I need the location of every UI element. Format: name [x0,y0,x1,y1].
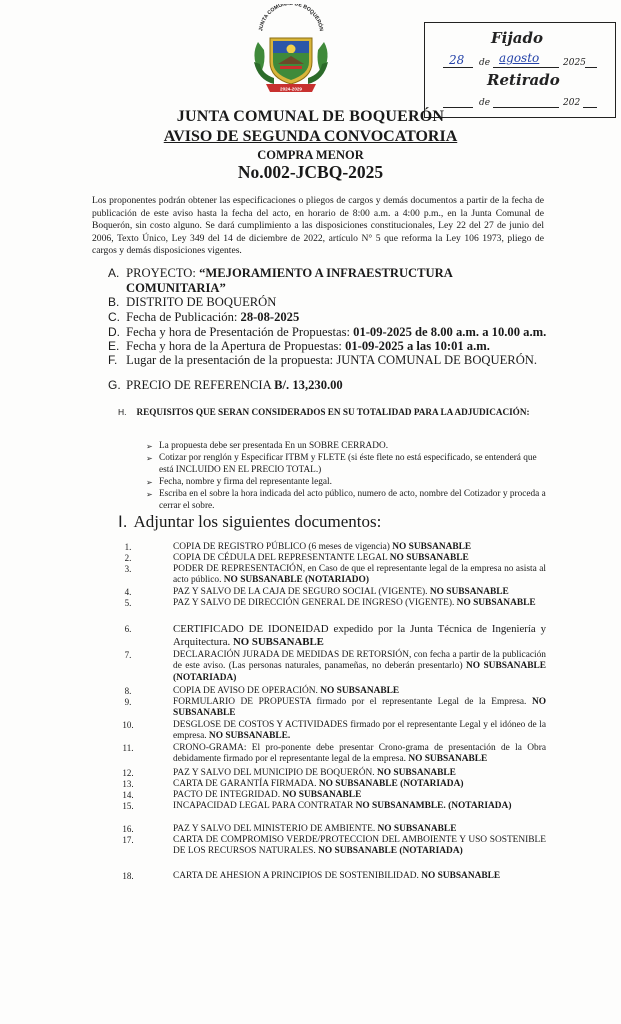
arrow-bullet-icon: ➢ [146,442,153,451]
document-item: 7. DECLARACIÓN JURADA DE MEDIDAS DE RETORSIÓN, con fecha a partir de la publicación de este aviso. (Las personas naturales, panameñas, no deberán presentarlo) NO SUBSANABLE (NOTARIADA) [124,650,546,683]
document-item: 18. CARTA DE AHESION A PRINCIPIOS DE SOSTENIBILIDAD. NO SUBSANABLE [122,871,501,881]
document-item: 5. PAZ Y SALVO DE DIRECCIÓN GENERAL DE INGRESO (VIGENTE). NO SUBSANABLE [124,598,536,608]
document-item: 6. CERTIFICADO DE IDONEIDAD expedido por la Junta Técnica de Ingeniería y Arquitectura. NO SUBSANABLE [124,623,546,648]
subtitle-compra-menor: COMPRA MENOR [257,148,364,162]
arrow-bullet-icon: ➢ [146,454,153,463]
document-item: 12. PAZ Y SALVO DEL MUNICIPIO DE BOQUERÓN. NO SUBSANABLE [122,768,456,778]
section-a-cont: COMUNITARIA” [126,281,226,295]
document-item: 1. COPIA DE REGISTRO PÚBLICO (6 meses de vigencia) NO SUBSANABLE [124,542,472,552]
document-item: 10. DESGLOSE DE COSTOS Y ACTIVIDADES firmado por el representante Legal y el idóneo de la empresa. NO SUBSANABLE. [122,720,546,742]
section-c: C. Fecha de Publicación: 28-08-2025 [108,310,300,324]
section-a: A. PROYECTO: “MEJORAMIENTO A INFRAESTRUCTURA [108,266,453,280]
document-number: No.002-JCBQ-2025 [237,162,384,182]
document-item: 8. COPIA DE AVISO DE OPERACIÓN. NO SUBSANABLE [124,686,400,696]
requirement-item: ➢ Escriba en el sobre la hora indicada del acto público, numero de acto, nombre del Cotizador y proceda a cerrar el sobre. [146,489,546,511]
document-item: 2. COPIA DE CÉDULA DEL REPRESENTANTE LEGAL NO SUBSANABLE [124,553,469,563]
section-g: G. PRECIO DE REFERENCIA B/. 13,230.00 [108,378,343,392]
title-junta-comunal: JUNTA COMUNAL DE BOQUERÓN [176,108,445,125]
document-item: 17. CARTA DE COMPROMISO VERDE/PROTECCION DEL AMBOIENTE Y USO SOSTENIBLE DE LOS RECURSOS NATURALES. NO SUBSANABLE (NOTARIADA) [122,835,546,857]
section-i: I. Adjuntar los siguientes documentos: [118,512,382,531]
junta-comunal-seal [248,4,334,96]
svg-text:JUNTA COMUNAL DE BOQUERÓN: JUNTA COMUNAL DE BOQUERÓN [258,4,324,32]
title-aviso-convocatoria: AVISO DE SEGUNDA CONVOCATORIA [163,128,458,145]
requirement-item: ➢ Cotizar por renglón y Especificar ITBM y FLETE (si éste flete no está especificado, se entenderá que está INCLUIDO EN EL PRECIO TOTAL.) [146,453,537,475]
document-item: 3. PODER DE REPRESENTACIÓN, en Caso de que el representante legal de la empresa no asista al acto público. NO SUBSANABLE (NOTARIADO) [124,564,546,586]
stamp-month: agosto [499,51,540,65]
requirement-item: ➢ Fecha, nombre y firma del representante legal. [146,477,332,487]
stamp-retirado-label: Retirado [487,71,560,89]
section-e: E. Fecha y hora de la Apertura de Propuestas: 01-09-2025 a las 10:01 a.m. [108,339,490,353]
document-item: 15. INCAPACIDAD LEGAL PARA CONTRATAR NO SUBSANAMBLE. (NOTARIADA) [122,801,512,811]
section-h: H. REQUISITOS QUE SERAN CONSIDERADOS EN SU TOTALIDAD PARA LA ADJUDICACIÓN: [118,407,530,417]
requirement-item: ➢ La propuesta debe ser presentada En un SOBRE CERRADO. [146,441,389,451]
stamp-fijado-label: Fijado [491,29,543,47]
document-item: 16. PAZ Y SALVO DEL MINISTERIO DE AMBIENTE. NO SUBSANABLE [122,824,457,834]
document-item: 13. CARTA DE GARANTÍA FIRMADA. NO SUBSANABLE (NOTARIADA) [122,779,464,789]
section-d: D. Fecha y hora de Presentación de Propuestas: 01-09-2025 de 8.00 a.m. a 10.00 a.m. [108,325,547,339]
stamp-day: 28 [449,53,465,67]
section-f: F. Lugar de la presentación de la propuesta: JUNTA COMUNAL DE BOQUERÓN. [108,353,538,367]
section-b: B. DISTRITO DE BOQUERÓN [108,295,277,309]
arrow-bullet-icon: ➢ [146,490,153,499]
document-item: 9. FORMULARIO DE PROPUESTA firmado por el representante Legal de la Empresa. NO SUBSANABLE [124,697,546,719]
svg-text:2024-2029: 2024-2029 [280,86,302,92]
document-item: 11. CRONO-GRAMA: El pro-ponente debe presentar Crono-grama de presentación de la Obra debidamente firmado por el representante legal de la empresa. NO SUBSANABLE [122,743,546,765]
document-item: 4. PAZ Y SALVO DE LA CAJA DE SEGURO SOCIAL (VIGENTE). NO SUBSANABLE [124,587,509,597]
intro-paragraph: Los proponentes podrán obtener las especificaciones o pliegos de cargos y demás documentos a partir de la fecha de publicación de este aviso hasta la fecha del acto, en horario de 8:00 a.m. a 4:00 p.m., en la Junta Comunal de Boquerón, sin costo alguno. Se dará cumplimiento a las disposiciones constitucionales, Ley 22 del 27 de junio del 2006, Texto Único, Ley 349 del 14 de diciembre de 2022, artículo N° 5 que reforma la Ley 106 1973, pliego de cargos y demás disposiciones vigentes. [92,195,544,257]
document-item: 14. PACTO DE INTEGRIDAD. NO SUBSANABLE [122,790,362,800]
arrow-bullet-icon: ➢ [146,478,153,487]
fijado-retirado-stamp: Fijado 28 de agosto 2025 Retirado de 202 [424,22,616,118]
